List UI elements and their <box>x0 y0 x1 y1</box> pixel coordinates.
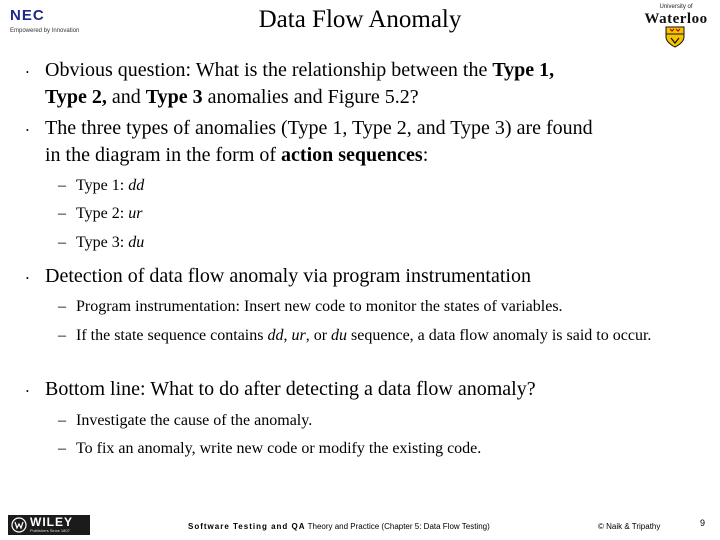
sub-bullet-text <box>76 438 481 460</box>
italic-text-run: du <box>128 234 145 251</box>
dash-marker: – <box>58 205 66 222</box>
sub-bullet-text <box>76 410 312 432</box>
sub-bullet-text <box>76 296 563 318</box>
text-run: , or <box>305 327 332 344</box>
bold-text-run: Type 1, <box>492 59 555 81</box>
bullet-marker: • <box>26 274 29 283</box>
italic-text-run: ur <box>128 205 143 222</box>
text-run: The three types of anomalies (Type 1, Type 2, and Type 3) are found <box>45 117 593 139</box>
sub-bullet-text <box>76 232 144 254</box>
text-run: and <box>106 86 146 108</box>
bullet-1-line-2 <box>45 84 419 111</box>
sub-bullet-text <box>76 175 144 197</box>
nec-logo-tagline: Empowered by Innovation <box>10 28 80 34</box>
wiley-logo <box>8 515 90 535</box>
text-run: If the state sequence contains <box>76 327 268 344</box>
text-run: anomalies and Figure 5.2? <box>202 86 419 108</box>
uw-logo-name: Waterloo <box>644 11 708 27</box>
text-run: , <box>283 327 292 344</box>
text-run: Type 1: <box>76 177 129 194</box>
page-title: Data Flow Anomaly <box>258 6 462 33</box>
dash-marker: – <box>58 412 66 429</box>
bullet-2-line-2 <box>45 142 428 169</box>
text-run: Type 3: <box>76 234 129 251</box>
footer-book-bold: Software Testing and QA <box>188 522 306 531</box>
nec-logo-text: NEC <box>10 7 45 24</box>
bullet-marker: • <box>26 68 29 77</box>
dash-marker: – <box>58 440 66 457</box>
dash-marker: – <box>58 298 66 315</box>
bullet-3-line-1 <box>45 263 531 290</box>
text-run: sequence, a data flow anomaly is said to occur. <box>347 327 652 344</box>
italic-text-run: ur <box>291 327 306 344</box>
bullet-4-line-1 <box>45 376 536 403</box>
italic-text-run: dd <box>267 327 284 344</box>
dash-marker: – <box>58 234 66 251</box>
page-number: 9 <box>700 518 706 528</box>
italic-text-run: dd <box>128 177 145 194</box>
text-run: : <box>422 144 429 166</box>
sub-bullet-text <box>76 203 142 225</box>
wiley-logo-subtext: Publishers Since 1807 <box>30 528 70 533</box>
bullet-1-line-1 <box>45 57 554 84</box>
bullet-2-line-1 <box>45 115 593 142</box>
text-run: Obvious question: What is the relationship between the <box>45 59 493 81</box>
wiley-logo-text: WILEY <box>30 515 73 529</box>
text-run: Investigate the cause of the anomaly. <box>76 412 313 429</box>
bold-text-run: Type 2, <box>45 86 107 108</box>
footer-copyright: © Naik & Tripathy <box>598 522 661 531</box>
text-run: Type 2: <box>76 205 129 222</box>
wiley-emblem-icon <box>11 517 27 533</box>
bullet-marker: • <box>26 126 29 135</box>
text-run: Bottom line: What to do after detecting a data flow anomaly? <box>45 378 536 400</box>
text-run: To fix an anomaly, write new code or modify the existing code. <box>76 440 482 457</box>
text-run: in the diagram in the form of <box>45 144 282 166</box>
uw-logo-top-text: University of <box>659 4 693 10</box>
bullet-marker: • <box>26 387 29 396</box>
bold-text-run: Type 3 <box>145 86 203 108</box>
footer-book-rest: Theory and Practice (Chapter 5: Data Flow Testing) <box>305 522 490 531</box>
dash-marker: – <box>58 327 66 344</box>
university-of-waterloo-logo <box>636 4 716 48</box>
italic-text-run: du <box>331 327 348 344</box>
text-run: Detection of data flow anomaly via program instrumentation <box>45 265 531 287</box>
bold-text-run: action sequences <box>281 144 423 166</box>
sub-bullet-text <box>76 325 696 347</box>
text-run: Program instrumentation: Insert new code to monitor the states of variables. <box>76 298 563 315</box>
uw-crest-icon <box>664 26 686 48</box>
dash-marker: – <box>58 177 66 194</box>
footer-book-title <box>188 522 490 532</box>
